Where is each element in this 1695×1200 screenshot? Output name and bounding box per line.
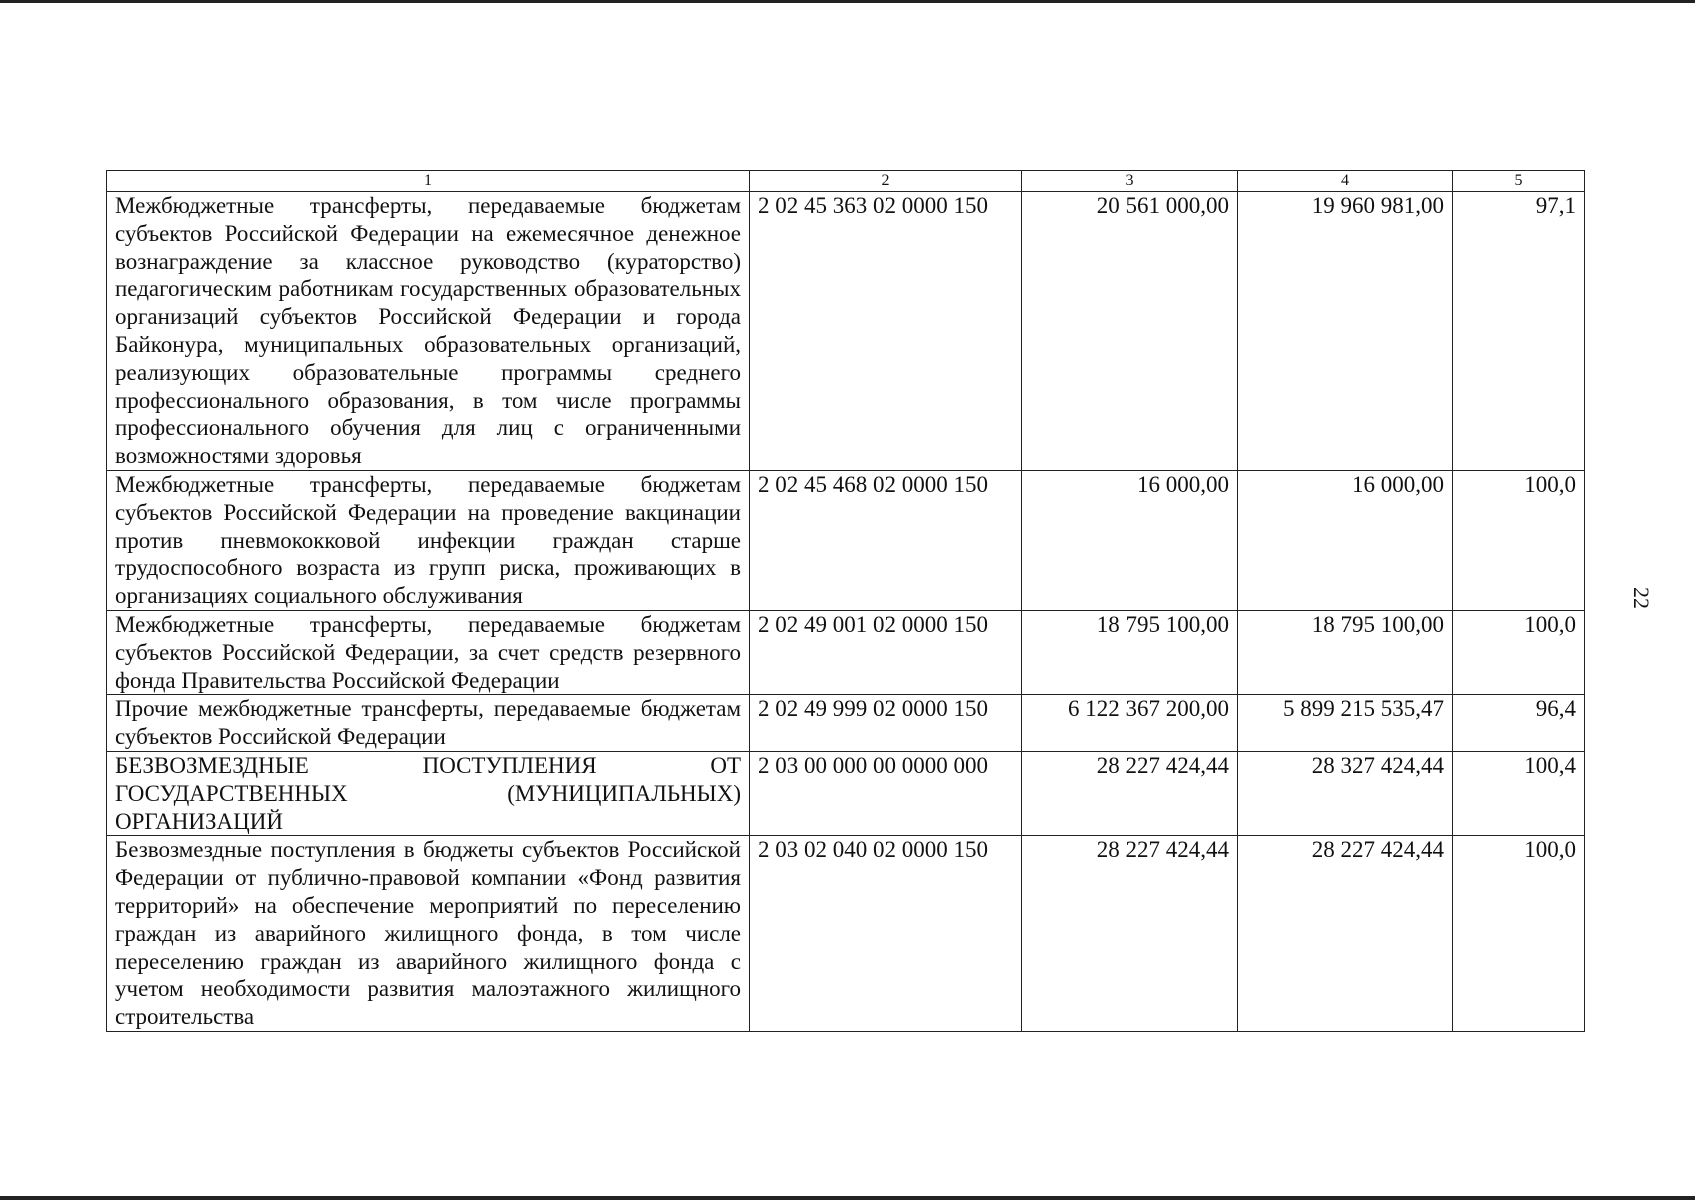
row-budget-code: 2 03 00 000 00 0000 000 bbox=[750, 751, 1022, 835]
row-planned-amount: 28 227 424,44 bbox=[1022, 836, 1238, 1032]
row-description: Безвозмездные поступления в бюджеты субъектов Российской Федерации от публично-правовой компании «Фонд развития территорий» на обеспечение мероприятий по переселению граждан из аварийного жилищного фонда, в том числе переселению граждан из аварийного жилищного фонда с учетом необходимости развития малоэтажного жилищного строительства bbox=[107, 836, 750, 1032]
row-actual-amount: 18 795 100,00 bbox=[1238, 610, 1453, 694]
row-budget-code: 2 02 45 468 02 0000 150 bbox=[750, 470, 1022, 610]
row-actual-amount: 5 899 215 535,47 bbox=[1238, 695, 1453, 752]
row-planned-amount: 18 795 100,00 bbox=[1022, 610, 1238, 694]
table-row bbox=[107, 751, 1585, 835]
column-number-1: 1 bbox=[107, 171, 750, 192]
row-description: Межбюджетные трансферты, передаваемые бюджетам субъектов Российской Федерации на ежемесячное денежное вознаграждение за классное руководство (кураторство) педагогическим работникам государственных образовательных организаций субъектов Российской Федерации и города Байконура, муниципальных образовательных организаций, реализующих образовательные программы среднего профессионального образования, в том числе программы профессионального обучения для лиц с ограниченными возможностями здоровья bbox=[107, 192, 750, 471]
row-percent: 96,4 bbox=[1453, 695, 1585, 752]
table-row bbox=[107, 610, 1585, 694]
row-actual-amount: 28 327 424,44 bbox=[1238, 751, 1453, 835]
page-number: 22 bbox=[1629, 587, 1654, 609]
row-planned-amount: 28 227 424,44 bbox=[1022, 751, 1238, 835]
budget-table bbox=[106, 170, 1585, 1032]
row-actual-amount: 19 960 981,00 bbox=[1238, 192, 1453, 471]
row-percent: 100,0 bbox=[1453, 836, 1585, 1032]
row-actual-amount: 28 227 424,44 bbox=[1238, 836, 1453, 1032]
table-row bbox=[107, 192, 1585, 471]
row-description: БЕЗВОЗМЕЗДНЫЕ ПОСТУПЛЕНИЯ ОТ ГОСУДАРСТВЕННЫХ (МУНИЦИПАЛЬНЫХ) ОРГАНИЗАЦИЙ bbox=[107, 751, 750, 835]
table-row bbox=[107, 470, 1585, 610]
row-description: Прочие межбюджетные трансферты, передаваемые бюджетам субъектов Российской Федерации bbox=[107, 695, 750, 752]
row-planned-amount: 6 122 367 200,00 bbox=[1022, 695, 1238, 752]
row-budget-code: 2 03 02 040 02 0000 150 bbox=[750, 836, 1022, 1032]
row-percent: 97,1 bbox=[1453, 192, 1585, 471]
row-percent: 100,0 bbox=[1453, 470, 1585, 610]
page-bottom-edge bbox=[0, 1196, 1695, 1200]
row-planned-amount: 20 561 000,00 bbox=[1022, 192, 1238, 471]
column-number-4: 4 bbox=[1238, 171, 1453, 192]
row-budget-code: 2 02 45 363 02 0000 150 bbox=[750, 192, 1022, 471]
row-percent: 100,0 bbox=[1453, 610, 1585, 694]
row-budget-code: 2 02 49 999 02 0000 150 bbox=[750, 695, 1022, 752]
row-percent: 100,4 bbox=[1453, 751, 1585, 835]
page-top-edge bbox=[0, 0, 1695, 3]
row-description: Межбюджетные трансферты, передаваемые бюджетам субъектов Российской Федерации, за счет средств резервного фонда Правительства Российской Федерации bbox=[107, 610, 750, 694]
column-number-3: 3 bbox=[1022, 171, 1238, 192]
table-row bbox=[107, 695, 1585, 752]
table-header-row bbox=[107, 171, 1585, 192]
column-number-5: 5 bbox=[1453, 171, 1585, 192]
row-budget-code: 2 02 49 001 02 0000 150 bbox=[750, 610, 1022, 694]
column-number-2: 2 bbox=[750, 171, 1022, 192]
row-planned-amount: 16 000,00 bbox=[1022, 470, 1238, 610]
table-row bbox=[107, 836, 1585, 1032]
row-description: Межбюджетные трансферты, передаваемые бюджетам субъектов Российской Федерации на проведение вакцинации против пневмококковой инфекции граждан старше трудоспособного возраста из групп риска, проживающих в организациях социального обслуживания bbox=[107, 470, 750, 610]
row-actual-amount: 16 000,00 bbox=[1238, 470, 1453, 610]
